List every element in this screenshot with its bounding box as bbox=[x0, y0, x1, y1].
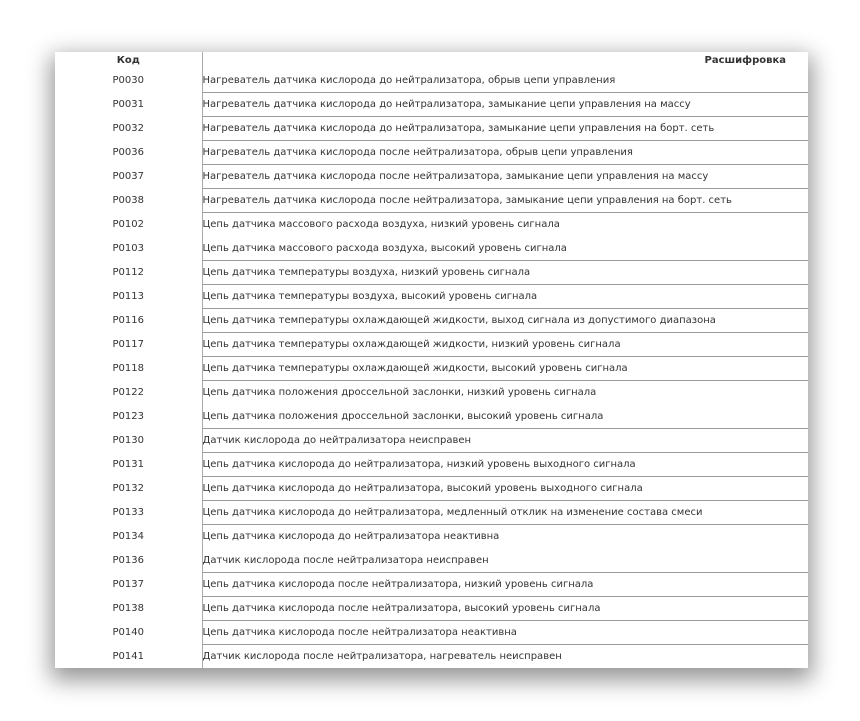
table-row bbox=[55, 261, 808, 285]
table-row bbox=[55, 597, 808, 621]
table-row bbox=[55, 165, 808, 189]
error-description-cell: Цепь датчика кислорода до нейтрализатора, низкий уровень выходного сигнала bbox=[202, 453, 808, 477]
error-description-cell: Датчик кислорода после нейтрализатора неисправен bbox=[202, 549, 808, 573]
error-code-cell: P0102 bbox=[55, 213, 202, 237]
error-description-cell: Нагреватель датчика кислорода до нейтрализатора, обрыв цепи управления bbox=[202, 69, 808, 93]
table-row bbox=[55, 525, 808, 549]
error-code-cell: P0038 bbox=[55, 189, 202, 213]
diagnostic-codes-table bbox=[55, 52, 808, 668]
error-code-cell: P0141 bbox=[55, 645, 202, 669]
error-description-cell: Нагреватель датчика кислорода до нейтрализатора, замыкание цепи управления на массу bbox=[202, 93, 808, 117]
table-row bbox=[55, 237, 808, 261]
error-description-cell: Цепь датчика массового расхода воздуха, низкий уровень сигнала bbox=[202, 219, 560, 230]
table-row bbox=[55, 285, 808, 309]
error-description-cell: Цепь датчика кислорода после нейтрализатора неактивна bbox=[202, 621, 808, 645]
error-code-cell: P0032 bbox=[55, 117, 202, 141]
error-code-cell: P0131 bbox=[55, 453, 202, 477]
table-row bbox=[55, 141, 808, 165]
error-description-cell: Цепь датчика кислорода после нейтрализатора, высокий уровень сигнала bbox=[202, 597, 808, 621]
error-description-cell: Цепь датчика кислорода до нейтрализатора неактивна bbox=[202, 531, 500, 542]
table-row bbox=[55, 477, 808, 501]
error-description-cell: Цепь датчика положения дроссельной заслонки, низкий уровень сигнала bbox=[202, 387, 597, 398]
error-code-cell: P0031 bbox=[55, 93, 202, 117]
table-header-row bbox=[55, 52, 808, 69]
error-description-cell: Датчик кислорода до нейтрализатора неисправен bbox=[202, 429, 808, 453]
error-description-cell: Нагреватель датчика кислорода после нейтрализатора, обрыв цепи управления bbox=[202, 141, 808, 165]
table-row bbox=[55, 453, 808, 477]
table-row bbox=[55, 213, 808, 237]
error-description-cell: Цепь датчика температуры воздуха, высокий уровень сигнала bbox=[202, 285, 808, 309]
error-code-cell: P0136 bbox=[55, 549, 202, 573]
table-row bbox=[55, 357, 808, 381]
error-description-cell: Цепь датчика кислорода до нейтрализатора, медленный отклик на изменение состава смеси bbox=[202, 501, 808, 525]
table-row bbox=[55, 309, 808, 333]
column-header-code: Код bbox=[55, 52, 202, 69]
table-body bbox=[55, 69, 808, 668]
error-code-cell: P0138 bbox=[55, 597, 202, 621]
table-row bbox=[55, 381, 808, 405]
table-row bbox=[55, 501, 808, 525]
table-row bbox=[55, 189, 808, 213]
error-description-cell: Цепь датчика положения дроссельной заслонки, высокий уровень сигнала bbox=[202, 405, 808, 429]
error-code-cell: P0030 bbox=[55, 69, 202, 93]
table-row bbox=[55, 69, 808, 93]
error-description-cell: Цепь датчика температуры охлаждающей жидкости, высокий уровень сигнала bbox=[202, 357, 808, 381]
error-description-cell: Цепь датчика температуры охлаждающей жидкости, выход сигнала из допустимого диапазона bbox=[202, 309, 808, 333]
error-code-cell: P0112 bbox=[55, 261, 202, 285]
error-code-cell: P0118 bbox=[55, 357, 202, 381]
table-row bbox=[55, 645, 808, 669]
table-row bbox=[55, 405, 808, 429]
error-code-cell: P0123 bbox=[55, 405, 202, 429]
error-description-cell: Цепь датчика массового расхода воздуха, высокий уровень сигнала bbox=[202, 237, 808, 261]
table-row bbox=[55, 573, 808, 597]
error-code-cell: P0133 bbox=[55, 501, 202, 525]
error-code-cell: P0117 bbox=[55, 333, 202, 357]
error-description-cell: Цепь датчика температуры воздуха, низкий уровень сигнала bbox=[202, 261, 808, 285]
error-code-cell: P0122 bbox=[55, 381, 202, 405]
error-code-cell: P0113 bbox=[55, 285, 202, 309]
table-row bbox=[55, 621, 808, 645]
error-code-cell: P0140 bbox=[55, 621, 202, 645]
table-row bbox=[55, 549, 808, 573]
error-description-cell: Цепь датчика кислорода до нейтрализатора, высокий уровень выходного сигнала bbox=[202, 477, 808, 501]
error-code-cell: P0036 bbox=[55, 141, 202, 165]
table-row bbox=[55, 117, 808, 141]
error-description-cell: Цепь датчика кислорода после нейтрализатора, низкий уровень сигнала bbox=[202, 573, 808, 597]
error-code-cell: P0134 bbox=[55, 525, 202, 549]
table-row bbox=[55, 93, 808, 117]
error-code-cell: P0132 bbox=[55, 477, 202, 501]
error-description-cell: Нагреватель датчика кислорода до нейтрализатора, замыкание цепи управления на борт. сеть bbox=[202, 117, 808, 141]
error-code-cell: P0116 bbox=[55, 309, 202, 333]
error-code-cell: P0103 bbox=[55, 237, 202, 261]
error-code-cell: P0037 bbox=[55, 165, 202, 189]
error-description-cell: Датчик кислорода после нейтрализатора, нагреватель неисправен bbox=[202, 651, 562, 662]
table-row bbox=[55, 333, 808, 357]
error-description-cell: Цепь датчика температуры охлаждающей жидкости, низкий уровень сигнала bbox=[202, 333, 808, 357]
column-header-description: Расшифровка bbox=[704, 55, 786, 66]
error-code-cell: P0137 bbox=[55, 573, 202, 597]
error-description-cell: Нагреватель датчика кислорода после нейтрализатора, замыкание цепи управления на массу bbox=[202, 165, 808, 189]
error-description-cell: Нагреватель датчика кислорода после нейтрализатора, замыкание цепи управления на борт. сеть bbox=[202, 189, 808, 213]
table-row bbox=[55, 429, 808, 453]
error-code-cell: P0130 bbox=[55, 429, 202, 453]
code-table-frame bbox=[55, 52, 808, 668]
